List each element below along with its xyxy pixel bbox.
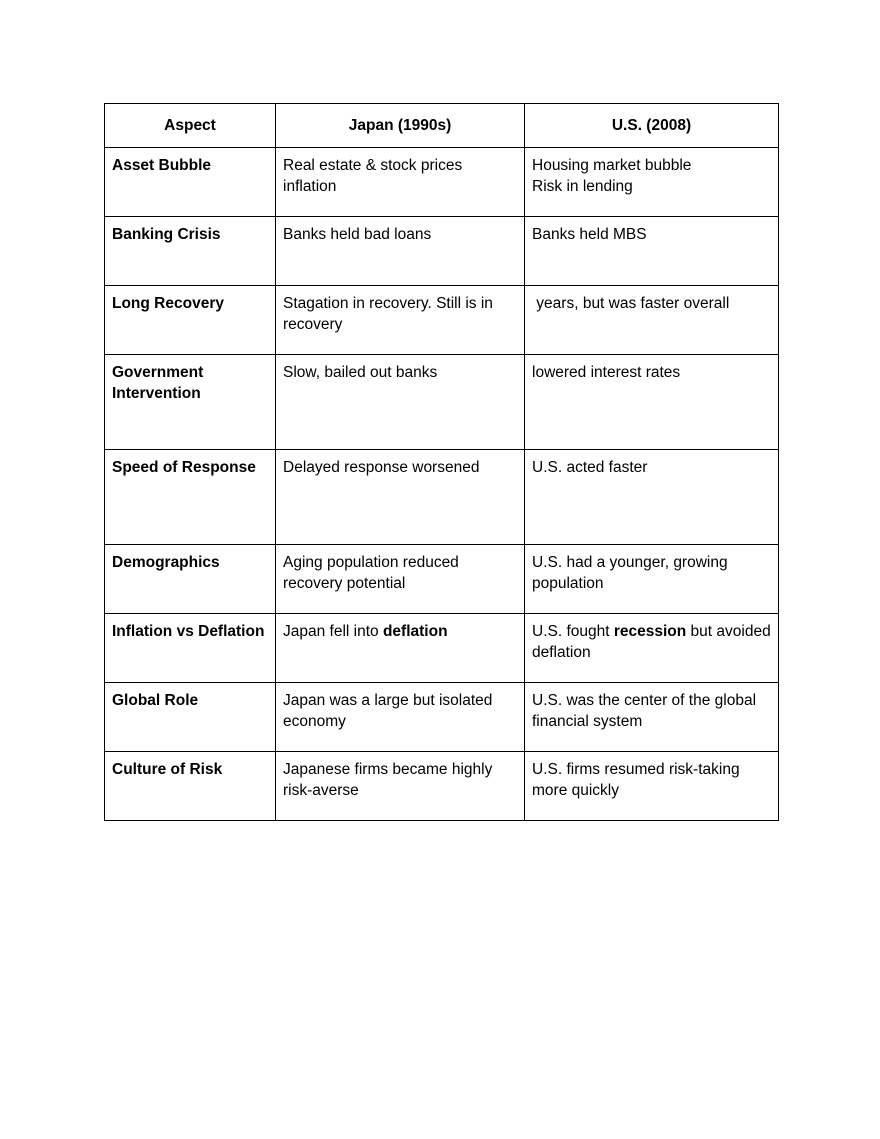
cell-text: but avoided deflation bbox=[532, 623, 771, 661]
table-row-banking-crisis bbox=[105, 217, 779, 286]
comparison-table bbox=[104, 103, 779, 821]
aspect-cell: Speed of Response bbox=[105, 450, 276, 545]
cell-text: Slow, bailed out banks bbox=[283, 364, 438, 381]
japan-cell bbox=[276, 752, 525, 821]
cell-text: Banks held MBS bbox=[532, 226, 647, 243]
cell-text: U.S. acted faster bbox=[532, 459, 648, 476]
us-cell bbox=[525, 355, 779, 450]
cell-text: Real estate & stock prices inflation bbox=[283, 157, 463, 195]
table-row-long-recovery bbox=[105, 286, 779, 355]
cell-text: U.S. was the center of the global financial system bbox=[532, 692, 757, 730]
header-row bbox=[105, 104, 779, 148]
aspect-cell: Long Recovery bbox=[105, 286, 276, 355]
cell-text: Japan was a large but isolated economy bbox=[283, 692, 493, 730]
aspect-cell: Banking Crisis bbox=[105, 217, 276, 286]
table-row-inflation-vs-deflation bbox=[105, 614, 779, 683]
japan-cell bbox=[276, 614, 525, 683]
us-cell bbox=[525, 148, 779, 217]
header-aspect: Aspect bbox=[105, 104, 276, 148]
cell-text: Japanese firms became highly risk-averse bbox=[283, 761, 493, 799]
cell-text: U.S. fought bbox=[532, 623, 614, 640]
cell-text: Delayed response worsened bbox=[283, 459, 480, 476]
us-cell bbox=[525, 286, 779, 355]
japan-cell bbox=[276, 148, 525, 217]
cell-text: lowered interest rates bbox=[532, 364, 681, 381]
aspect-cell: Inflation vs Deflation bbox=[105, 614, 276, 683]
japan-cell bbox=[276, 683, 525, 752]
table-row-government-intervention bbox=[105, 355, 779, 450]
cell-text: Banks held bad loans bbox=[283, 226, 432, 243]
cell-text: Aging population reduced recovery potential bbox=[283, 554, 459, 592]
cell-text-bold: deflation bbox=[382, 623, 448, 640]
table-row-demographics bbox=[105, 545, 779, 614]
japan-cell bbox=[276, 355, 525, 450]
aspect-cell: Demographics bbox=[105, 545, 276, 614]
header-us: U.S. (2008) bbox=[525, 104, 779, 148]
cell-text: Stagation in recovery. Still is in recovery bbox=[283, 295, 493, 333]
japan-cell bbox=[276, 217, 525, 286]
table-row-global-role bbox=[105, 683, 779, 752]
cell-text: years, but was faster overall bbox=[532, 295, 730, 312]
us-cell bbox=[525, 752, 779, 821]
us-cell bbox=[525, 450, 779, 545]
aspect-cell: Global Role bbox=[105, 683, 276, 752]
cell-text: U.S. had a younger, growing population bbox=[532, 554, 728, 592]
cell-text: U.S. firms resumed risk-taking more quickly bbox=[532, 761, 740, 799]
us-cell bbox=[525, 614, 779, 683]
aspect-cell: Government Intervention bbox=[105, 355, 276, 450]
us-cell bbox=[525, 217, 779, 286]
japan-cell bbox=[276, 450, 525, 545]
japan-cell bbox=[276, 545, 525, 614]
cell-text: Housing market bubble bbox=[532, 157, 692, 174]
table-row-culture-of-risk bbox=[105, 752, 779, 821]
us-cell bbox=[525, 683, 779, 752]
cell-text-bold: recession bbox=[613, 623, 687, 640]
header-japan: Japan (1990s) bbox=[276, 104, 525, 148]
cell-text: Risk in lending bbox=[532, 178, 633, 195]
us-cell bbox=[525, 545, 779, 614]
cell-text: Japan fell into bbox=[283, 623, 383, 640]
aspect-cell: Culture of Risk bbox=[105, 752, 276, 821]
japan-cell bbox=[276, 286, 525, 355]
aspect-cell: Asset Bubble bbox=[105, 148, 276, 217]
table-row-asset-bubble bbox=[105, 148, 779, 217]
table-row-speed-of-response bbox=[105, 450, 779, 545]
